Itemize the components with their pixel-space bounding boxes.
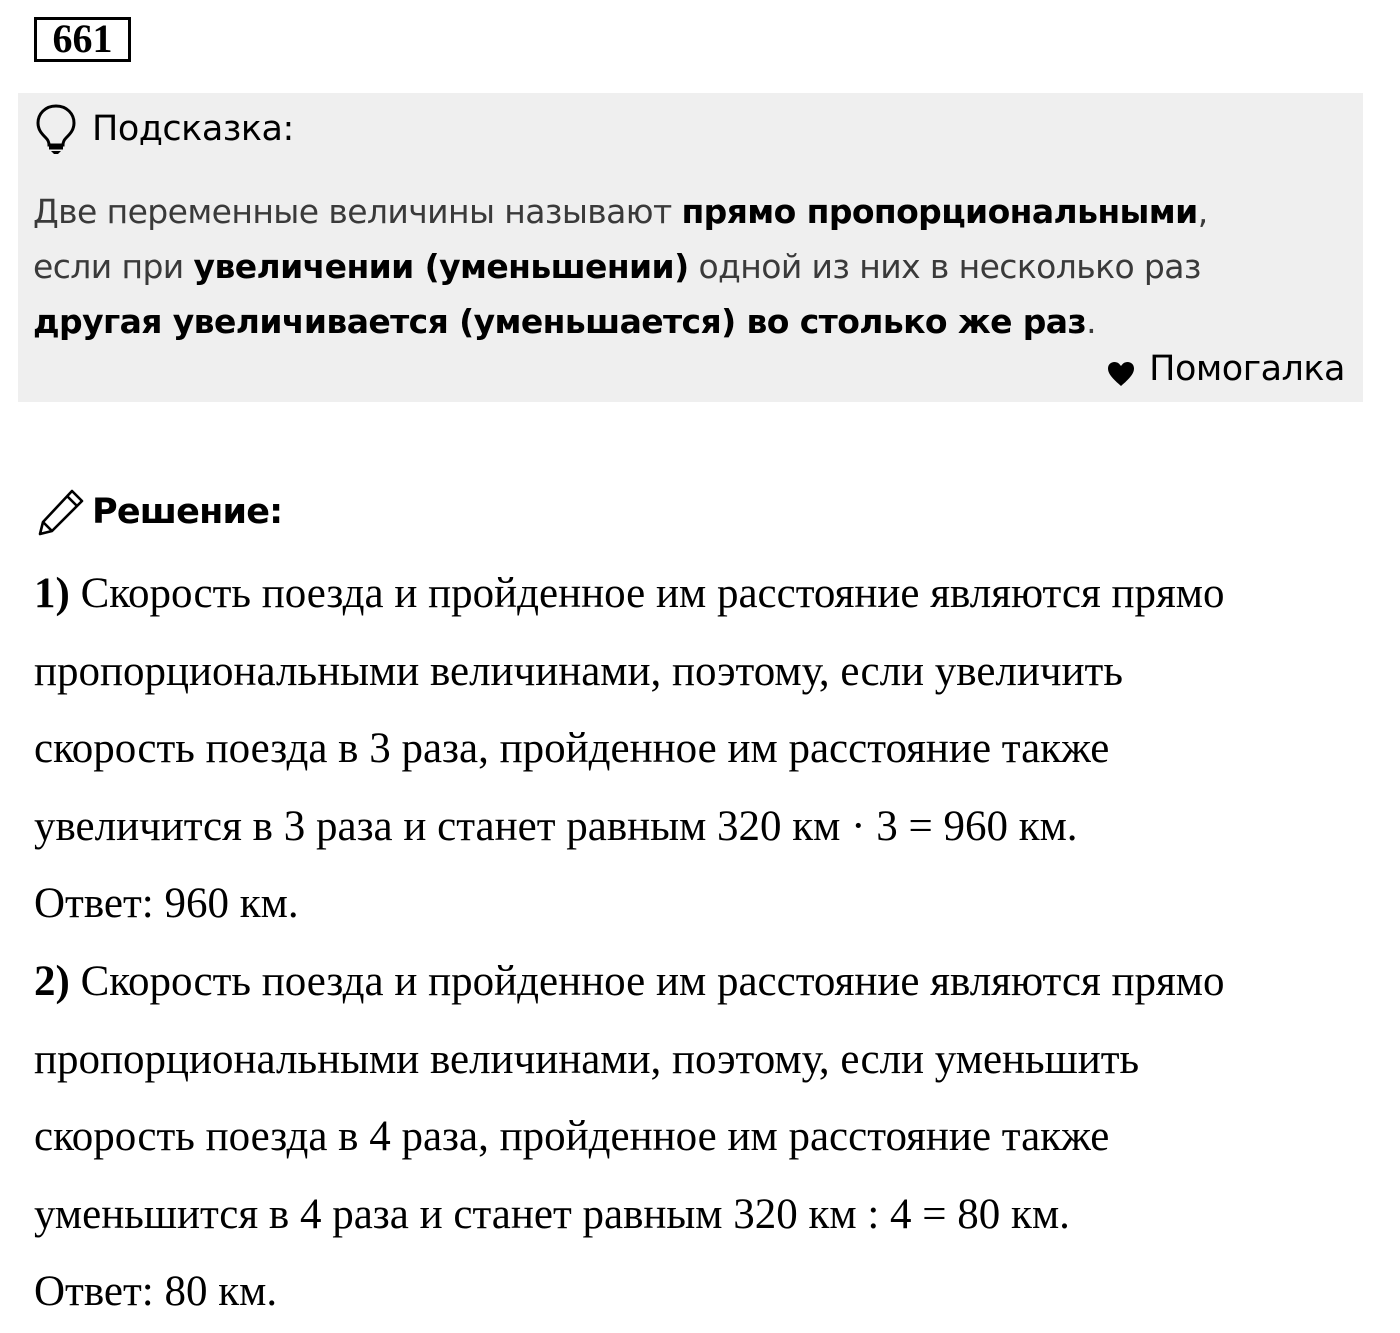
answer-1: Ответ: 960 км. [34,880,299,928]
part-number: 2) [34,957,70,1005]
hint-term-change: увеличении (уменьшении) [193,247,689,286]
solution-line: пропорциональными величинами, поэтому, если уменьшить [34,1035,1140,1083]
hint-title: Подсказка: [92,109,294,149]
brand-label [1107,349,1345,389]
solution-line: скорость поезда в 4 раза, пройденное им расстояние также [34,1113,1110,1161]
hint-text: Две переменные величины называют прямо пропорциональными, если при увеличении (уменьшении) одной из них в несколько раз другая увеличивается (уменьшается) во столько же раз. [33,192,1208,341]
hint-term-proportional: прямо пропорциональными [681,192,1198,231]
lightbulb-icon [34,103,78,155]
solution-line: 2) Скорость поезда и пройденное им расстояние являются прямо [34,957,1225,1005]
part-number: 1) [34,570,70,617]
hint-term-other: другая увеличивается (уменьшается) во столько же раз [33,302,1087,341]
solution-line: уменьшится в 4 раза и станет равным 320 км : 4 = 80 км. [34,1190,1070,1238]
task-number: 661 [34,17,131,62]
answer-2: Ответ: 80 км. [34,1268,278,1316]
heart-icon [1107,356,1135,382]
solution-header [36,486,282,538]
solution-title: Решение: [92,492,283,532]
solution-line: пропорциональными величинами, поэтому, если увеличить [34,647,1123,695]
solution-line: 1) Скорость поезда и пройденное им расстояние являются прямо [34,570,1225,617]
solution-line: скорость поезда в 3 раза, пройденное им расстояние также [34,725,1110,773]
brand-name: Помогалка [1149,349,1345,389]
solution-body [34,555,1374,1331]
hint-header [34,101,294,157]
solution-line: увеличится в 3 раза и станет равным 320 км · 3 = 960 км. [34,802,1078,850]
hint-box [18,93,1363,402]
pencil-icon [36,487,86,537]
